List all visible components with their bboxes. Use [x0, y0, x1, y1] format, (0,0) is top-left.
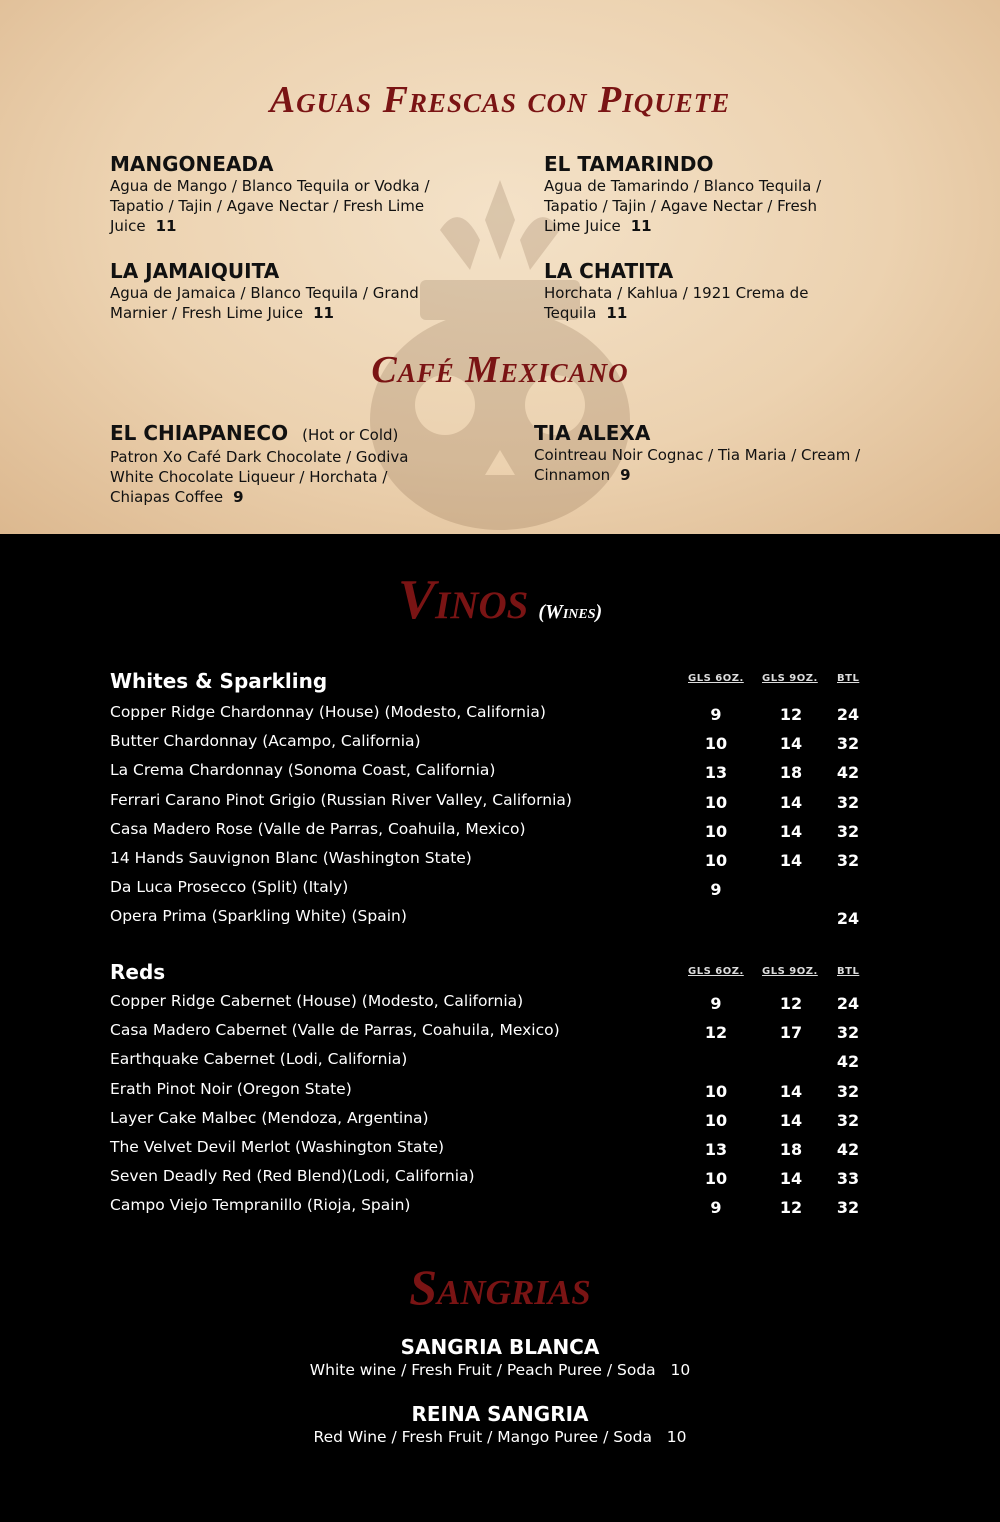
wine-name: Seven Deadly Red (Red Blend)(Lodi, California)	[110, 1167, 475, 1186]
sangrias-title: Sangrias	[409, 1259, 591, 1315]
wine-row	[110, 791, 890, 817]
price-gls9: 14	[779, 1081, 803, 1101]
drink-name: TIA ALEXA	[534, 421, 651, 445]
price-gls6: 9	[710, 994, 722, 1013]
vinos-heading: Vinos	[397, 569, 529, 631]
wine-name: Copper Ridge Chardonnay (House) (Modesto, California)	[110, 703, 546, 721]
price-gls6: 13	[704, 763, 728, 783]
wine-name: Ferrari Carano Pinot Grigio (Russian River Valley, California)	[110, 790, 572, 809]
col-gls6: GLS 6OZ.	[688, 673, 744, 684]
price-gls6: 10	[704, 734, 728, 754]
vinos-title	[0, 568, 1000, 632]
wine-row	[110, 992, 890, 1018]
wine-name: Butter Chardonnay (Acampo, California)	[110, 732, 421, 751]
price-btl: 33	[836, 1169, 860, 1189]
wine-row	[110, 761, 890, 787]
wine-row	[110, 1050, 890, 1076]
drink-note: (Hot or Cold)	[302, 426, 399, 444]
wine-row	[110, 732, 890, 758]
wine-name: Erath Pinot Noir (Oregon State)	[110, 1079, 352, 1098]
whites-heading: Whites & Sparkling	[110, 669, 328, 693]
wine-row	[110, 849, 890, 875]
price-btl: 32	[836, 1198, 860, 1218]
price-gls9: 14	[779, 851, 803, 870]
price-gls6: 10	[704, 821, 728, 841]
drink-price: 9	[233, 488, 244, 506]
price-btl: 32	[836, 792, 860, 812]
sangria-desc: Red Wine / Fresh Fruit / Mango Puree / Soda	[313, 1428, 652, 1446]
price-gls9: 14	[779, 792, 803, 812]
drink-desc: Agua de Tamarindo / Blanco Tequila / Tapatio / Tajin / Agave Nectar / Fresh Lime Juice 11	[544, 177, 822, 235]
price-btl: 24	[836, 705, 860, 724]
drink-mangoneada	[110, 152, 490, 236]
wine-name: Casa Madero Cabernet (Valle de Parras, Coahuila, Mexico)	[110, 1021, 560, 1040]
price-btl: 24	[836, 994, 860, 1013]
col-gls9: GLS 9OZ.	[762, 966, 818, 977]
drink-name: MANGONEADA	[110, 152, 274, 176]
drink-name: EL TAMARINDO	[544, 152, 714, 176]
col-btl: BTL	[837, 966, 860, 977]
sangria-price: 10	[670, 1361, 691, 1379]
price-btl: 42	[836, 1140, 860, 1159]
price-gls9: 12	[779, 994, 803, 1013]
price-gls6: 10	[704, 1110, 728, 1130]
drink-desc: Cointreau Noir Cognac / Tia Maria / Cream / Cinnamon 9	[534, 446, 861, 484]
cafe-title: Café Mexicano	[371, 349, 629, 391]
sangria-desc: White wine / Fresh Fruit / Peach Puree / Soda	[309, 1361, 656, 1379]
price-btl: 32	[836, 734, 860, 754]
price-btl: 32	[836, 851, 860, 870]
col-gls9: GLS 9OZ.	[762, 673, 818, 684]
price-btl: 32	[836, 1110, 860, 1130]
price-btl: 42	[836, 763, 860, 783]
drink-el-chiapaneco	[110, 421, 510, 507]
wine-row	[110, 1196, 890, 1222]
price-gls9: 14	[779, 821, 803, 841]
price-btl: 32	[836, 1081, 860, 1101]
price-gls6: 10	[704, 1169, 728, 1189]
parchment-background	[0, 0, 1000, 534]
price-gls9: 12	[779, 1198, 803, 1218]
drink-tia-alexa	[534, 421, 914, 485]
wine-name: Opera Prima (Sparkling White) (Spain)	[110, 907, 407, 926]
price-gls9: 12	[779, 705, 803, 724]
sangria-name: SANGRIA BLANCA	[400, 1335, 600, 1359]
wine-name: 14 Hands Sauvignon Blanc (Washington State)	[110, 849, 472, 867]
price-gls6: 10	[704, 851, 728, 870]
price-gls6: 12	[704, 1023, 728, 1043]
drink-el-tamarindo	[544, 152, 904, 236]
price-gls9: 14	[779, 1169, 803, 1189]
sangria-blanca	[0, 1335, 1000, 1381]
wine-row	[110, 703, 890, 729]
drink-desc: Agua de Mango / Blanco Tequila or Vodka / Tapatio / Tajin / Agave Nectar / Fresh Lime Juice 11	[110, 177, 430, 235]
price-gls6: 9	[710, 1198, 722, 1218]
drink-price: 11	[630, 217, 652, 235]
wine-row	[110, 820, 890, 846]
wine-name: Earthquake Cabernet (Lodi, California)	[110, 1050, 408, 1069]
reds-heading: Reds	[110, 960, 166, 984]
wine-name: Copper Ridge Cabernet (House) (Modesto, California)	[110, 992, 524, 1010]
drink-name: EL CHIAPANECO	[110, 421, 289, 445]
price-gls6: 10	[704, 792, 728, 812]
wine-name: La Crema Chardonnay (Sonoma Coast, California)	[110, 761, 496, 780]
drink-la-chatita	[544, 259, 904, 323]
drink-desc: Agua de Jamaica / Blanco Tequila / Grand Marnier / Fresh Lime Juice 11	[110, 284, 419, 322]
sangria-price: 10	[666, 1428, 687, 1446]
drink-la-jamaiquita	[110, 259, 490, 323]
col-gls6: GLS 6OZ.	[688, 966, 744, 977]
drink-price: 9	[620, 466, 631, 484]
wine-row	[110, 878, 890, 904]
price-gls6: 9	[710, 880, 722, 900]
drink-name: LA JAMAIQUITA	[110, 259, 280, 283]
aguas-title: Aguas Frescas con Piquete	[269, 79, 731, 121]
price-btl: 24	[836, 909, 860, 929]
wine-row	[110, 907, 890, 933]
drink-name: LA CHATITA	[544, 259, 674, 283]
wine-row	[110, 1167, 890, 1193]
wine-name: Casa Madero Rose (Valle de Parras, Coahuila, Mexico)	[110, 819, 526, 838]
wine-row	[110, 1021, 890, 1047]
wine-name: Da Luca Prosecco (Split) (Italy)	[110, 878, 349, 897]
drink-price: 11	[155, 217, 177, 235]
col-btl: BTL	[837, 673, 860, 684]
sangria-name: REINA SANGRIA	[411, 1402, 589, 1426]
price-gls9: 17	[779, 1023, 803, 1043]
price-gls6: 9	[710, 705, 722, 724]
price-gls9: 18	[779, 763, 803, 783]
price-btl: 42	[836, 1052, 860, 1072]
price-gls6: 13	[704, 1140, 728, 1159]
price-gls9: 18	[779, 1140, 803, 1159]
price-gls6: 10	[704, 1081, 728, 1101]
drink-price: 11	[313, 304, 334, 322]
wine-row	[110, 1080, 890, 1106]
price-gls9: 14	[779, 1110, 803, 1130]
price-gls9: 14	[779, 734, 803, 754]
drink-price: 11	[606, 304, 628, 322]
wine-name: Layer Cake Malbec (Mendoza, Argentina)	[110, 1108, 429, 1127]
drink-desc: Horchata / Kahlua / 1921 Crema de Tequila 11	[544, 284, 809, 322]
wine-name: The Velvet Devil Merlot (Washington State)	[110, 1138, 445, 1156]
price-btl: 32	[836, 821, 860, 841]
price-btl: 32	[836, 1023, 860, 1043]
reina-sangria	[0, 1402, 1000, 1448]
drink-desc: Patron Xo Café Dark Chocolate / Godiva White Chocolate Liqueur / Horchata / Chiapas Coffee 9	[110, 448, 409, 506]
vinos-subtitle: (Wines)	[538, 601, 603, 623]
wine-name: Campo Viejo Tempranillo (Rioja, Spain)	[110, 1196, 411, 1215]
wine-row	[110, 1138, 890, 1164]
wine-row	[110, 1109, 890, 1135]
